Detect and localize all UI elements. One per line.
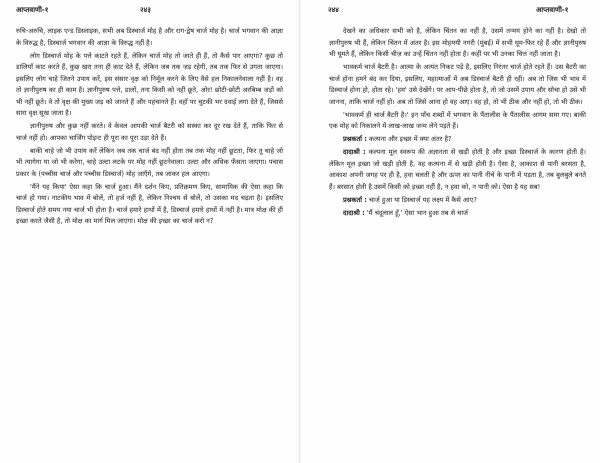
right-page-body	[329, 26, 586, 221]
paragraph: बाकी चाहे जो भी उपाय करें लेकिन जब तक चार्ज बंद नहीं होता तब तक मोह नहीं छूटता, फिर तू चाहे जो भी त्यागेगा या जो भी करेगा, चाहे उल्टा लटके पर मोह नहीं छूटनेवाला। उल्टा और अधिक फँसता जाएगा। पचास प्रकार के (पच्चीस चार्ज और पच्चीस डिस्चार्ज) मोह जाएँगे, तब जाकर हल आएगा।	[16, 146, 283, 178]
speaker-label: दादाश्री :	[343, 148, 366, 156]
left-page-body	[16, 26, 283, 229]
dialogue-line	[329, 195, 586, 207]
paragraph: 'भावकर्म ही चार्ज बैटरी है।' इन पाँच शब्दों में भगवान के पैंतालीस के पैंतालीस आगम समा गए। बाकी एक मोह को निकालने में लाख-लाख जन्म लेने पड़ते हैं।	[329, 110, 586, 130]
paragraph: रुचि-अरुचि, लाइक एन्ड डिस्लाइक, सभी अब डिस्चार्ज मोह है और राग-द्वेष चार्ज मोह है। चार्ज भगवान की आज्ञा के विरुद्ध है, डिस्चार्ज भगवान की आज्ञा के विरुद्ध नहीं है।	[16, 27, 283, 47]
paragraph: लोग डिस्चार्ज मोह के पत्ते काटते रहते हैं, लेकिन चार्ज मोह तो जाते ही हैं, तो कैसे पार आएगा? कुछ तो डालियाँ काट करते हैं, कुछ खरा तना ही काट देते हैं, लेकिन जब तक जड़ रहेगी, तब तक फिर से उगता जाएगा। इसलिए लोग चाहे जितने उपाय करें, इस संसार वृक्ष को निर्मूल करने के लिए वैसे हल निकालनेवाला नहीं है। वह तो ज्ञानीपुरुष का ही काम है। ज्ञानीपुरुष पत्ते, डालों, तना किसी को नहीं छूते, ओर! छोटी-छोटी अरबिम्ब जड़ों को भी नहीं छूते। वे तो वृक्ष की मुख्य जड़ को जानते हैं और पहचानते हैं। वहाँ पर चुटकी भर दवाई लगा देते हैं, जिससे सारा वृक्ष सूख जाता है।	[16, 51, 283, 117]
right-page	[300, 0, 600, 463]
paragraph: ज्ञानीपुरुष और कुछ नहीं करते। वे केवल आपकी चार्ज बैटरी को सस्का कर दूर रख देते हैं, ताकि फिर से चार्ज नहीं हो। आपका चार्जिंग पोइन्ट ही पूरा का पूरा उड़ा देते हैं।	[16, 122, 283, 142]
speaker-label: प्रश्नकर्ता :	[343, 195, 367, 204]
dialogue-line	[329, 208, 586, 220]
dialogue-text: चार्ज हुआ या डिस्चार्ज यह लक्ष्य में कैसे आए?	[369, 195, 477, 204]
dialogue-line	[329, 147, 586, 193]
right-page-number: २४४	[328, 6, 339, 14]
dialogue-text: 'मैं चंदूलाल हूँ,' ऐसा भान हुआ तब से चार्ज	[366, 208, 468, 217]
dialogue-text: कल्पना मूल स्वरूप की अज्ञानता से खड़ी होती है और इच्छा डिस्चार्ज के कारण होती है। लेकिन मूल इच्छा जो खड़ी होती है, वह कल्पना में से खड़ी होती है। ऐसा है, आकाश से पानी बरसता है, आकाश अपनी जगह पर ही है, हवा चलती है और ऊपर का पानी नीचे के पानी में पड़ता है, तब बुलबुले बनते हैं। बरसात होती है उसमें किसी को इच्छा नहीं है, न हवा को, न पानी को। ऐसा है यह सब!	[329, 148, 586, 191]
left-page-number: २४३	[140, 6, 151, 14]
paragraph: भावकर्म चार्ज बैटरी है। आत्मा के अत्यंत निकट पड़े है, इसलिए निरंतर चार्ज होते रहते हैं। उस बैटरी का चार्ज होना हमने बंद कर दिया, इसलिए, महात्माओं में अब डिस्चार्ज बैटरी ही रही। अब तो जिस भी भाव में डिस्चार्ज होना हो, होता रहे। 'हम' उसे देखेंगे। पर आप-पीछे होता है, तो जो उसमें उपाय और सोचा हो उसे भी जानना, ताकि चार्ज नहीं हो। अब तो जिसे आना हो वह आए। वह हो, तो भी ठीक और नहीं हो, तो भी ठीक।	[329, 63, 586, 106]
speaker-label: प्रश्नकर्ता :	[343, 135, 367, 143]
dialogue-text: कल्पना और इच्छा में क्या अंतर है?	[369, 135, 452, 143]
paragraph: 'मैंने यह किया' ऐसा कहा कि चार्ज हुआ। मैंने दर्शन किए, प्रतिक्रमण किए, सामायिक की ऐसा कहा कि चार्ज हो गया। नाटकीय भाव में बोलें, तो हर्ज नहीं है, लेकिन निश्चय से बोलें, तो उसका मद चढ़ता है। इसलिए डिस्चार्ज होते समय नया चार्ज भी होता है। चार्ज हमारे हाथों में है, डिस्चार्ज हमारे हाथों में नहीं है। मात्र मोक्ष की ही इच्छा करते जैसी है, तो मोक्ष का मार्ग मिल जाएगा। मोक्ष की इच्छा का चार्ज करो न?	[16, 182, 283, 225]
left-page-title: आप्तवाणी-१	[16, 6, 49, 14]
paragraph: देखने का अधिकार सभी को है, लेकिन चिंतन का नहीं है, उसमें तन्मय होने का नहीं है। देखो तो ज्ञानीपुरुष भी हैं, लेकिन चिंतन में अंतर है। इस मोहमयी नगरी (मुंबई) में सभी घूम-फिर रहे हैं और ज्ञानीपुरुष भी घूमते हैं, लेकिन किसी चीज़ का उन्हें चिंतन नहीं होता है। कहीं पर भी उनका चित्त नहीं जाता है।	[329, 27, 586, 58]
speaker-label: दादाश्री :	[343, 208, 365, 217]
right-page-title: आप्तवाणी-१	[536, 6, 569, 14]
dialogue-line	[329, 134, 586, 146]
